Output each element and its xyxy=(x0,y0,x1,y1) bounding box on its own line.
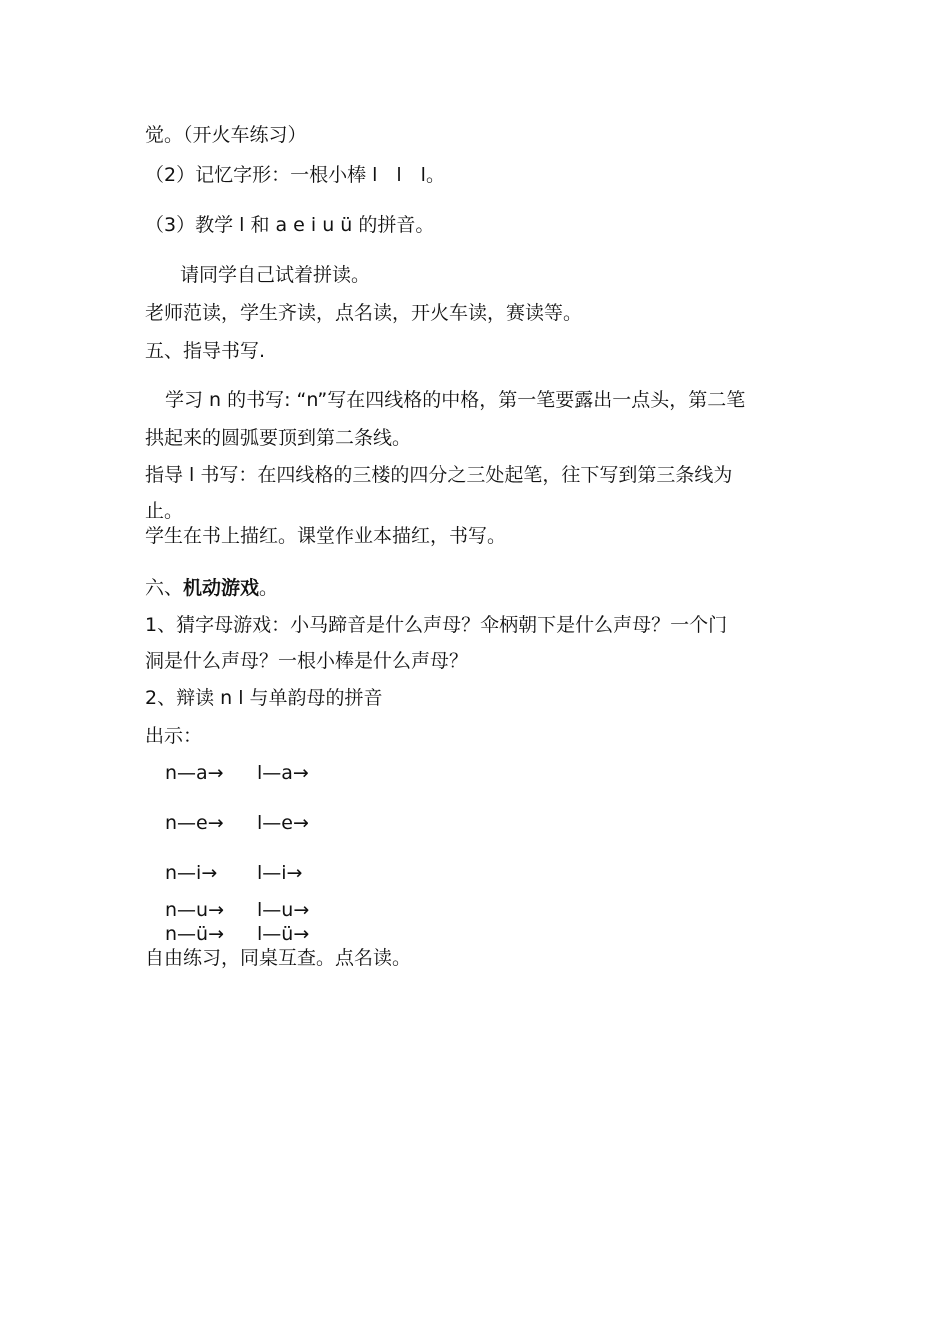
text-line-5: 老师范读，学生齐读，点名读，开火车读，赛读等。 xyxy=(145,302,583,324)
text-line-1: 觉。（开火车练习） xyxy=(145,124,307,146)
n-pair: n—u→ xyxy=(165,899,225,921)
text-line-3: （3）教学 l 和 a e i u ü 的拼音。 xyxy=(145,214,435,236)
l-pair: l—i→ xyxy=(257,862,303,884)
game-line-1: 1、猜字母游戏：小马蹄音是什么声母？伞柄朝下是什么声母？一个门 xyxy=(145,614,728,636)
section-suffix: 。 xyxy=(259,577,279,599)
n-pair: n—e→ xyxy=(165,812,224,834)
section-heading-5: 五、指导书写. xyxy=(145,340,266,362)
game-line-3: 2、辩读 n l 与单韵母的拼音 xyxy=(145,687,383,709)
text-line-4: 请同学自己试着拼读。 xyxy=(180,264,371,286)
game-line-2: 洞是什么声母？一根小棒是什么声母？ xyxy=(145,650,469,672)
text-line-9: 止。 xyxy=(145,500,184,522)
game-line-4: 出示： xyxy=(145,725,203,747)
l-pair: l—ü→ xyxy=(257,923,310,945)
text-line-7: 拱起来的圆弧要顶到第二条线。 xyxy=(145,427,412,449)
n-pair: n—i→ xyxy=(165,862,218,884)
section-heading-6 xyxy=(145,575,278,601)
l-pair: l—a→ xyxy=(257,762,309,784)
text-line-6: 学习 n 的书写: “n”写在四线格的中格，第一笔要露出一点头，第二笔 xyxy=(165,389,746,411)
n-pair: n—ü→ xyxy=(165,923,225,945)
section-title: 机动游戏 xyxy=(183,577,260,599)
section-prefix: 六、 xyxy=(145,577,184,599)
l-pair: l—e→ xyxy=(257,812,309,834)
text-line-2: （2）记忆字形：一根小棒 l l l。 xyxy=(145,164,445,186)
l-pair: l—u→ xyxy=(257,899,310,921)
text-line-8: 指导 l 书写：在四线格的三楼的四分之三处起笔，往下写到第三条线为 xyxy=(145,464,733,486)
closing-line: 自由练习，同桌互查。点名读。 xyxy=(145,947,412,969)
text-line-10: 学生在书上描红。课堂作业本描红，书写。 xyxy=(145,525,507,547)
n-pair: n—a→ xyxy=(165,762,224,784)
